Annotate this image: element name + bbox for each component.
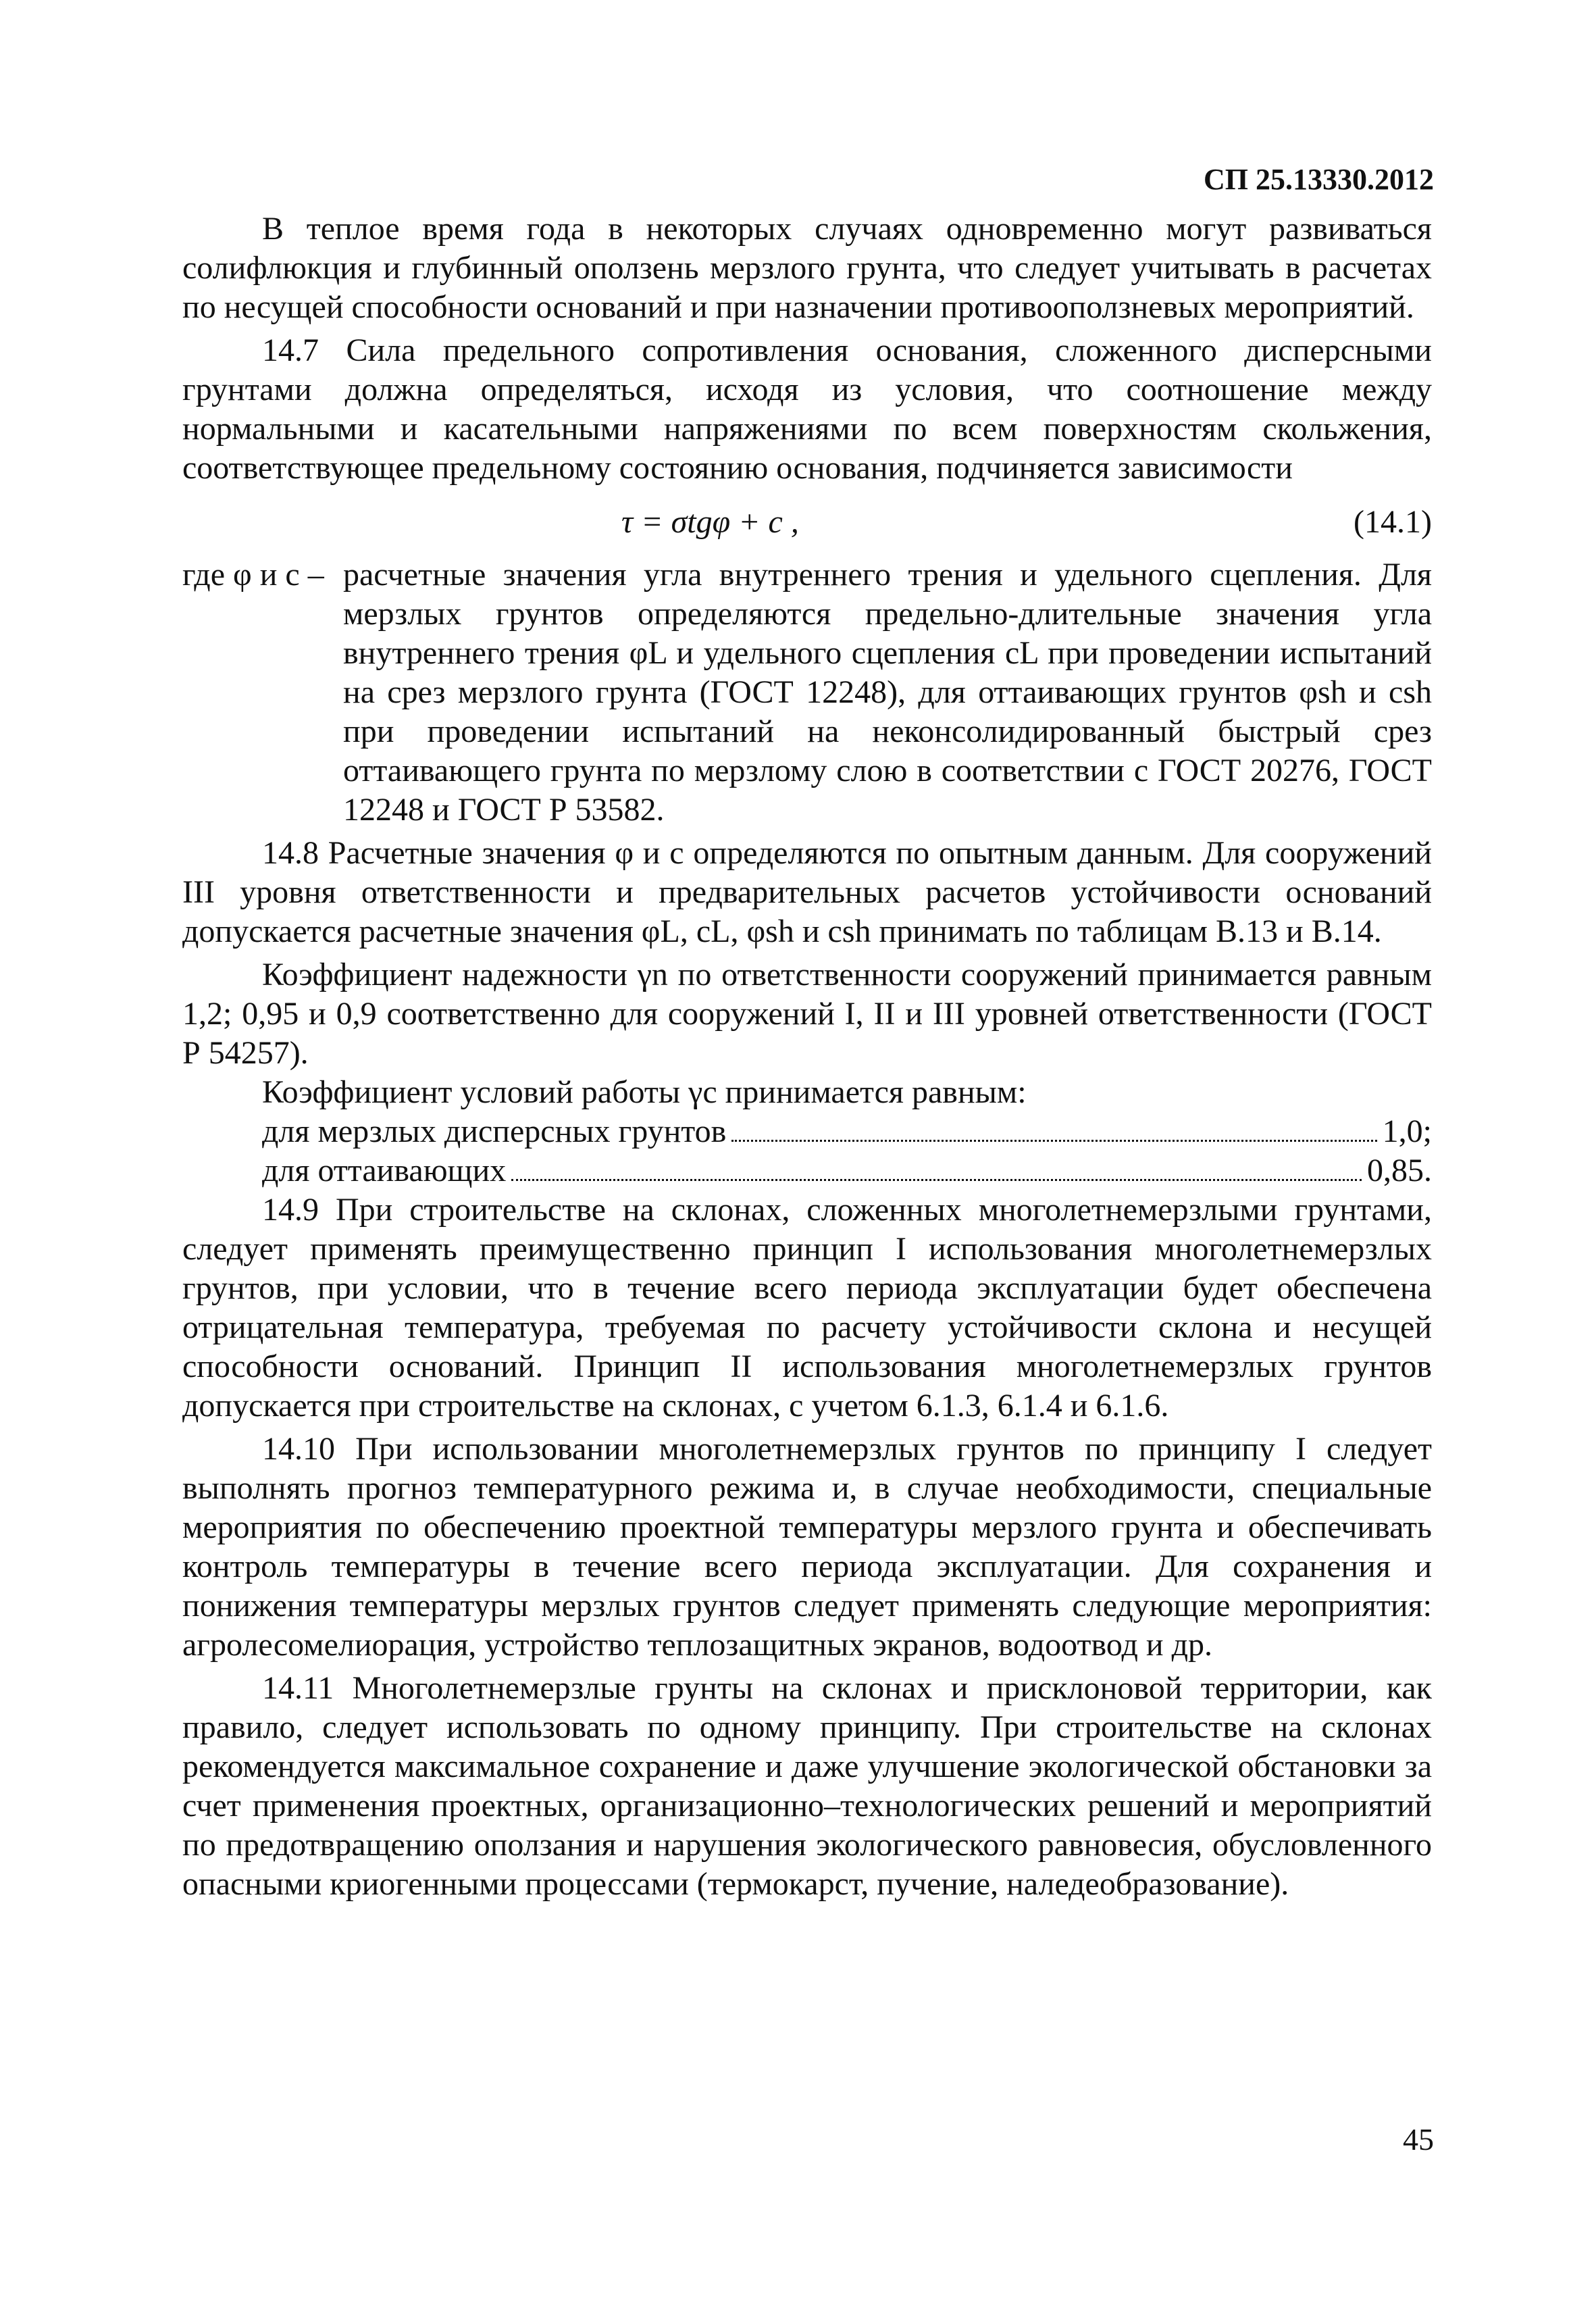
formula-number: (14.1) — [1354, 504, 1432, 540]
paragraph-reliability-coefficient: Коэффициент надежности γn по ответственности сооружений принимается равным 1,2; 0,95 и 0,9 соответственно для сооружений I, II и III уровней ответственности (ГОСТ Р 54257). — [182, 957, 1432, 1071]
paragraph-14-8: 14.8 Расчетные значения φ и c определяются по опытным данным. Для сооружений III уровня ответственности и предварительных расчетов устойчивости оснований допускается расчетные значения φL, cL, φsh и csh принимать по таблицам В.13 и В.14. — [182, 835, 1432, 949]
paragraph-14-7: 14.7 Сила предельного сопротивления основания, сложенного дисперсными грунтами должна определяться, исходя из условия, что соотношение между нормальными и касательными напряжениями по всем поверхностям скольжения, соответствующее предельному состоянию основания, подчиняется зависимости — [182, 332, 1432, 486]
document-code-header: СП 25.13330.2012 — [1204, 163, 1434, 196]
paragraph-work-conditions-coefficient: Коэффициент условий работы γc принимается равным: — [262, 1074, 1027, 1110]
paragraph-14-10: 14.10 При использовании многолетнемерзлых грунтов по принципу I следует выполнять прогноз температурного режима и, в случае необходимости, специальные мероприятия по обеспечению проектной температуры мерзлого грунта и обеспечивать контроль температуры в течение всего периода эксплуатации. Для сохранения и понижения температуры мерзлых грунтов следует применять следующие мероприятия: агролесомелиорация, устройство теплозащитных экранов, водоотвод и др. — [182, 1431, 1432, 1663]
dot-leader-value: 0,85. — [1367, 1153, 1432, 1188]
formula-14-1 — [182, 501, 1432, 546]
paragraph-14-9: 14.9 При строительстве на склонах, сложенных многолетнемерзлыми грунтами, следует применять преимущественно принцип I использования многолетнемерзлых грунтов, при условии, что в течение всего периода эксплуатации будет обеспечена отрицательная температура, требуемая по расчету устойчивости склона и несущей способности оснований. Принцип II использования многолетнемерзлых грунтов допускается при строительстве на склонах, с учетом 6.1.3, 6.1.4 и 6.1.6. — [182, 1192, 1432, 1424]
paragraph-14-11: 14.11 Многолетнемерзлые грунты на склонах и присклоновой территории, как правило, следует использовать по одному принципу. При строительстве на склонах рекомендуется максимальное сохранение и даже улучшение экологической обстановки за счет применения проектных, организационно–технологических решений и мероприятий по предотвращению оползания и нарушения экологического равновесия, обусловленного опасными криогенными процессами (термокарст, пучение, наледеобразование). — [182, 1670, 1432, 1902]
dot-leader-label: для оттаивающих — [262, 1153, 507, 1188]
dot-leader-row — [262, 1112, 1432, 1151]
formula-expression: τ = σtgφ + c , — [621, 504, 799, 540]
dot-leader-row — [262, 1151, 1432, 1190]
dot-leader-fill — [731, 1140, 1376, 1142]
paragraph-intro: В теплое время года в некоторых случаях одновременно могут развиваться солифлюкция и глубинный оползень мерзлого грунта, что следует учитывать в расчетах по несущей способности оснований и при назначении противооползневых мероприятий. — [182, 211, 1432, 325]
dot-leader-value: 1,0; — [1382, 1113, 1432, 1149]
document-body — [182, 209, 1432, 1904]
formula-explanation — [182, 555, 1432, 830]
dot-leader-fill — [511, 1179, 1362, 1181]
page-number: 45 — [1403, 2122, 1434, 2157]
explanation-lead: где φ и c – — [182, 557, 324, 593]
explanation-text: расчетные значения угла внутреннего трения и удельного сцепления. Для мерзлых грунтов определяются предельно-длительные значения угла внутреннего трения φL и удельного сцепления cL при проведении испытаний на срез мерзлого грунта (ГОСТ 12248), для оттаивающих грунтов φsh и csh при проведении испытаний на неконсолидированный быстрый срез оттаивающего грунта по мерзлому слою в соответствии с ГОСТ 20276, ГОСТ 12248 и ГОСТ Р 53582. — [343, 557, 1432, 828]
dot-leader-label: для мерзлых дисперсных грунтов — [262, 1113, 727, 1149]
